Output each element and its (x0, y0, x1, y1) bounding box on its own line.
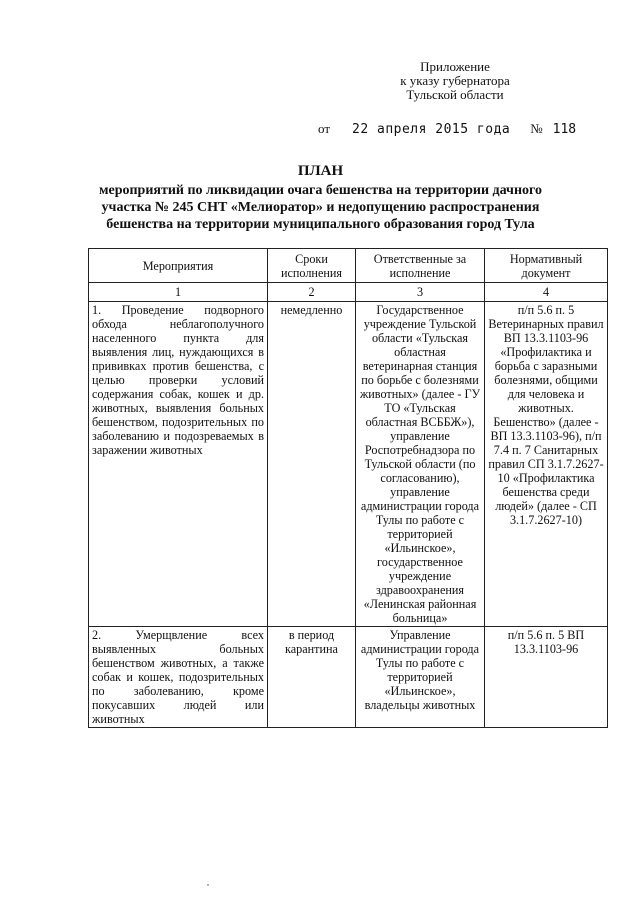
appendix-line-1: Приложение (420, 59, 490, 74)
header-document: Нормативный документ (485, 249, 608, 283)
order-number: 118 (552, 122, 577, 137)
order-reference (318, 121, 576, 137)
table-row (89, 302, 608, 627)
title-heading: ПЛАН (297, 163, 344, 179)
column-number-2: 2 (268, 283, 356, 302)
row-1-deadline: немедленно (268, 302, 356, 627)
row-2-responsible: Управление администрации города Тулы по работе с территорией «Ильинское», владельцы животных (356, 627, 485, 728)
scan-speck (207, 884, 209, 886)
header-deadline: Сроки исполнения (268, 249, 356, 283)
column-number-1: 1 (89, 283, 268, 302)
order-number-label: № (530, 121, 543, 136)
header-responsible: Ответственные за исполнение (356, 249, 485, 283)
column-number-4: 4 (485, 283, 608, 302)
appendix-line-3: Тульской области (406, 87, 504, 102)
row-1-document: п/п 5.6 п. 5 Ветеринарных правил ВП 13.3.1103-96 «Профилактика и борьба с заразными болезнями, общими для человека и животных. Бешенство» (далее - ВП 13.3.1103-96), п/п 7.4 п. 7 Санитарных правил СП 3.1.7.2627-10 «Профилактика бешенства среди людей» (далее - СП 3.1.7.2627-10) (485, 302, 608, 627)
order-date: 22 апреля 2015 года (352, 122, 511, 137)
document-title (88, 163, 553, 233)
column-number-row (89, 283, 608, 302)
appendix-block (385, 60, 525, 102)
header-activities: Мероприятия (89, 249, 268, 283)
table-row (89, 627, 608, 728)
row-2-document: п/п 5.6 п. 5 ВП 13.3.1103-96 (485, 627, 608, 728)
table-header-row (89, 249, 608, 283)
row-1-activity: 1. Проведение подворного обхода неблагополучного населенного пункта для выявления лиц, нуждающихся в прививках против бешенства, с целью проверки условий содержания собак, кошек и др. животных, выявления больных бешенством, подозрительных по заболеванию и подозреваемых в заражении животных (89, 302, 268, 627)
row-2-activity: 2. Умерщвление всех выявленных больных бешенством животных, а также собак и кошек, подозрительных по заболеванию, кроме покусавших людей или животных (89, 627, 268, 728)
row-1-responsible: Государственное учреждение Тульской области «Тульская областная ветеринарная станция по борьбе с болезнями животных» (далее - ГУ ТО «Тульская областная ВСББЖ»), управление Роспотребнадзора по Тульской области (по согласованию), управление администрации города Тулы по работе с территорией «Ильинское», государственное учреждение здравоохранения «Ленинская районная больница» (356, 302, 485, 627)
title-subtitle: мероприятий по ликвидации очага бешенства на территории дачного участка № 245 СНТ «Мелиоратор» и недопущению распространения бешенства на территории муниципального образования город Тула (98, 183, 543, 232)
plan-table (88, 248, 608, 728)
column-number-3: 3 (356, 283, 485, 302)
appendix-line-2: к указу губернатора (400, 73, 510, 88)
row-2-deadline: в период карантина (268, 627, 356, 728)
order-from-label: от (318, 121, 331, 136)
